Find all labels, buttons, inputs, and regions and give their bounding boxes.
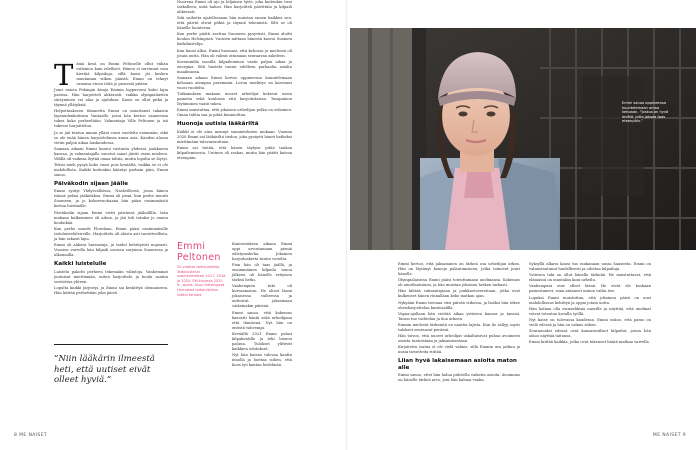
paragraph: Hän haluaa olla esimerkkinä nuorille ja näyttää, että unelmat voivat toteutua kovalla työllä. <box>529 306 651 316</box>
paragraph: Pian hän oli taas jäällä, ja ensimmäinen kilpailu tauon jälkeen oli hänelle erityisen tärkeä hetki. <box>232 263 292 283</box>
paragraph: Keväällä 2021 Emmi palasi kilpakentille ja teki hienon paluun. Tulokset ylittivät kaikkien odotukset. <box>232 331 292 351</box>
dropcap: T <box>54 58 74 92</box>
paragraph: Emmi kertoo, että jaksaminen on tärkeä osa urheilijan arkea. Hän on löytänyt keinoja palautumiseen, jotka toimivat juuri hänelle. <box>398 262 520 276</box>
paragraph: Emmi sai tietää, että hänen täytyisi pitää taukoa kilpailemisesta. Uutinen oli raskas, mutta hän päätti katsoa eteenpäin. <box>177 146 292 160</box>
subheading: Päiväkodin sijaan jäälle <box>54 180 129 187</box>
paragraph: Nyt katse on tulevassa kaudessa. Emmi uskoo, että paras on vielä edessä ja hän on valmis siihen. <box>529 317 651 327</box>
paragraph: Olympialaisissa Emmi pääsi toteuttamaan unelmansa. Kokemus oli ainutlaatuinen, ja hän muistaa jokaisen hetken tarkasti. <box>398 278 520 288</box>
paragraph: Vanhempani ovat olleet läsnä. He eivät ole koskaan painostaneet, vaan antaneet minun valita itse. <box>529 284 651 294</box>
paragraph: Hän kiittää valmentajiaan ja joukkuetovereitaan, jotka ovat kulkeneet hänen rinnallaan koko matkan ajan. <box>398 289 520 299</box>
paragraph: Vanhempien tuki oli korvaamaton. He olivat läsnä jokaisessa vaiheessa ja auttoivat jaksamaan vaikeinakin päivinä. <box>232 284 292 309</box>
paragraph: Sitä vaihetta ajatellessaan hän muistaa ennen kaikkea sen, että päivät olivat pitkiä ja täynnä tekemistä. Silti se oli hänelle luontevaa. <box>177 16 292 31</box>
left-page <box>0 0 347 450</box>
paragraph: Kun kausi alkoi, Emmi huomasi, että kehossa ja mielessä oli jotain uutta. Hän oli valmis ottamaan seuraavan askeleen. <box>177 48 292 58</box>
right-column-2 <box>529 262 651 347</box>
paragraph: Lopuksi Emmi muistuttaa, että jokainen päivä on uusi mahdollisuus kehittyä ja oppia jotain uutta. <box>529 295 651 305</box>
paragraph: Kun perhe päätti asettua Suomeen pysyvästi, Emmi aloitti koulun Helsingissä. Vuosien mittaan hänestä kasvoi Suomen kärkiluistelija. <box>177 32 292 47</box>
paragraph: Syksyllä alkava kausi tuo mukanaan uusia haasteita. Emmi on valmistautunut huolellisesti ja odottaa kilpailuja. <box>529 262 651 271</box>
paragraph: Emmi sanoo, että kokemus kasvatti häntä sekä urheilijana että ihmisenä. Nyt hän on entistä vahvempi. <box>232 310 292 330</box>
author-sidebar <box>177 242 227 297</box>
paragraph: Emmi muistuttaa, että jokaisen urheilijan polku on erilainen. Omaa tahtia saa ja pitää kunnioittaa. <box>177 108 292 118</box>
subheading: Liian hyvä lakaisemaan asioita maton alle <box>398 358 517 371</box>
paragraph: Kaikki ei ole aina mennyt suunnitelmien mukaan. Vuonna 2020 Emmi sai lääkäriltä tiedon, joka pysäytti hänet hetkeksi miettimään tulevaisuuttaan. <box>177 129 292 144</box>
paragraph: ämä kesä on Emmi Peltoselle ollut vähän erilainen kuin edelliset. Hänen ei tarvinnut vain kiertää kilpailuja, sillä kausi jäi kesken muutaman viikon päästä. Emmi on tehnyt uraansa eteen töitä jo pienestä pitäen. <box>76 62 168 86</box>
left-column-2-top <box>177 0 292 162</box>
paragraph: Helpottaakseen tilannetta Emmi on muuttanut takaisin lapsuudenkotiinsa Vantaalle, jossa hän kertoo saaneensa tukea koko perheeltään. Valmentaja Ville Peltonen ja isä tukevat harjoittelua. <box>54 109 168 129</box>
subheading: Kaikki luistelulle <box>54 261 107 267</box>
left-folio: 8 ME NAISET <box>14 433 48 438</box>
paragraph: Samaan aikaan Emmi kertoo oppineensa kuuntelemaan kehoaan aiempaa paremmin. Levon merkitys on kasvanut vuosi vuodelta. <box>177 75 292 90</box>
paragraph: Tekisi mieli pysyä koko vuosi pois kentältä, vaikka se ei ole mahdollista. Kaikki kuitenkin kääntyi parhain päin, Emmi sanoo. <box>54 162 168 177</box>
paragraph: Kirjoitettu tarina ei ole vielä valmis, sillä Emmin ura jatkuu ja uusia tavoitteita riittää. <box>398 345 520 355</box>
paragraph: Kun perhe muutti Floridaan, Emmi pääsi ensimmäisille taitoluisteluleireille. Harjoittelu oli alusta asti tavoitteellista, ja hän rakasti lajia. <box>54 226 168 241</box>
paragraph: Seuraavaksi edessä ovat kansainväliset kilpailut, joissa hän aikoo näyttää taitonsa. <box>529 329 651 339</box>
paragraph: Emmi sanoo, ettei hän halua piilotella vaikeita asioita. Avoimuus on hänelle tärkeä arvo, jota hän haluaa vaalia. <box>398 373 520 383</box>
paragraph: Kuntoutuksen aikana Emmi oppi arvostamaan pieniä edistysaskelia. Jokainen harjoituskerta tuntui voitolta. <box>232 242 292 261</box>
pull-quote-rule <box>54 344 168 345</box>
right-column-1 <box>398 262 520 385</box>
paragraph: Päiväkodin sijaan Emmi vietti päivänsä jäähallilla. Isän mukana kulkeminen oli arkea, ja jää tuli tutuksi jo ennen kouluikää. <box>54 210 168 225</box>
right-folio: ME NAISET 9 <box>652 433 686 438</box>
paragraph: Tutkimuksen mukaan nuoret urheilijat kokevat usein paineita sekä koulussa että harjoituksissa. Tasapainon löytäminen vaatii tukea. <box>177 92 292 107</box>
paragraph: Luistelu pakotti perheen tekemään valintoja. Vanhemmat joutuivat miettimään, miten harjoittelu ja koulu saatiin sovitettua yhteen. <box>54 269 168 284</box>
paragraph: Nuorena Emmi oli ujo ja hiljainen tyttö, joka kuitenkin tiesi tarkalleen, mitä halusi. Hän harjoitteli päivittäin ja kilpaili ahkerasti. <box>177 0 292 14</box>
subheading: Huonoja uutisia lääkäriltä <box>177 121 259 128</box>
portrait-photo <box>350 28 696 250</box>
paragraph: Nyt hän katsoo tulevaa kautta innolla ja luottaa siihen, että kova työ kantaa hedelmää. <box>232 352 292 367</box>
paragraph: Juuri ennen Pekingin kisoja Emmin loppuvuosi kului lajin parissa. Hän harjoitteli ahkerasti, vaikka olympialaisten siirtyminen vei alaa ja ajatuksia. Kausi on ollut pitkä ja täynnä yllätyksiä. <box>54 88 168 108</box>
paragraph: Ystävien tuki on ollut hänelle tärkeää. He muistuttavat, että elämässä on muutakin kuin urheilu. <box>529 273 651 283</box>
paragraph: Emmin mielestä tärkeintä on nauttia lajista. Kun ilo säilyy, myös tulokset seuraavat perässä. <box>398 322 520 332</box>
pull-quote: ”Niin lääkärin ilmeestä heti, että uutiset eivät olleet hyviä.” <box>54 354 155 385</box>
photo-caption: Emmi sanoo oppineensa kuuntelemaan omaa kehoaan. ”Joskus on hyvä levätä, jotta jaksaa taas eteenpäin.” <box>622 101 669 124</box>
paragraph: Hän toivoo, että nuoret urheilijat uskaltaisivat puhua avoimesti omista tunteistaan ja jaksamisestaan. <box>398 334 520 344</box>
paragraph: Emmi syntyi Yhdysvalloissa, Nashvillessä, jossa hänen isänsä pelasi jääkiekkoa. Emmi oli pieni, kun perhe muutti Suomeen, ja jo kolmevuotiaana hän pääsi ensimmäistä kertaa luistimille. <box>54 189 168 209</box>
paragraph: Nykyään Emmi treenaa viisi päivää viikossa, ja lisäksi hän tekee oheisharjoittelua kuntosalilla. <box>398 300 520 310</box>
paragraph: Kovemmilla tasoilla kilpaileminen vaatii paljon aikaa ja energiaa. Silti luistelu tuntui edelleen parhaalta asialta maailmassa. <box>177 59 292 74</box>
paragraph: Emmi oli ahkera harrastaja, ja taidot kehittyivät nopeasti. Vuosien varrella hän kilpaili useissa sarjoissa Suomessa ja ulkomailla. <box>54 243 168 257</box>
paragraph: Vapaa-ajallaan hän viettää aikaa ystävien kanssa ja tanssii. Tanssi tuo vaihtelua ja iloa arkeen. <box>398 311 520 321</box>
paragraph: Samaan aikaan Emmi kantoi vastuuta yhdessä joukkueen kanssa, ja valmentajalle sanotut sanat jäivät usein mieleen. Välillä oli vaikeaa löytää omaa tahtia, mutta lopulta se löytyi. <box>54 146 168 161</box>
sidebar-bio: 20-vuotias taitoluistelija. Taitoluistelun suomenmestari 2017, 2018 ja 2020. EM-kisoissa 2020 9., sijalla. Asuu Helsingissä. Harrastaa taitoluistelun lisäksi tanssia. <box>177 265 226 297</box>
sidebar-name: Emmi Peltonen <box>177 241 221 263</box>
paragraph: Ja se jää tuntuu minun ylläni vuosi vuodelta enemmän, eikä se ole enää hänen harjoittelunsa ainoa asia. Kauden alussa vietin paljon aikaa laiskuudessa. <box>54 130 168 145</box>
left-column-2-bottom <box>232 242 292 369</box>
portrait-illustration <box>350 28 696 250</box>
left-column-1 <box>54 58 168 297</box>
paragraph: Emmi kiittää kaikkia, jotka ovat tukeneet häntä matkan varrella. <box>529 340 650 345</box>
paragraph: Lopulta kaikki järjestyi, ja Emmi sai keskittyä olennaiseen. Hän kiittää perhettään joka päivä. <box>54 285 168 295</box>
